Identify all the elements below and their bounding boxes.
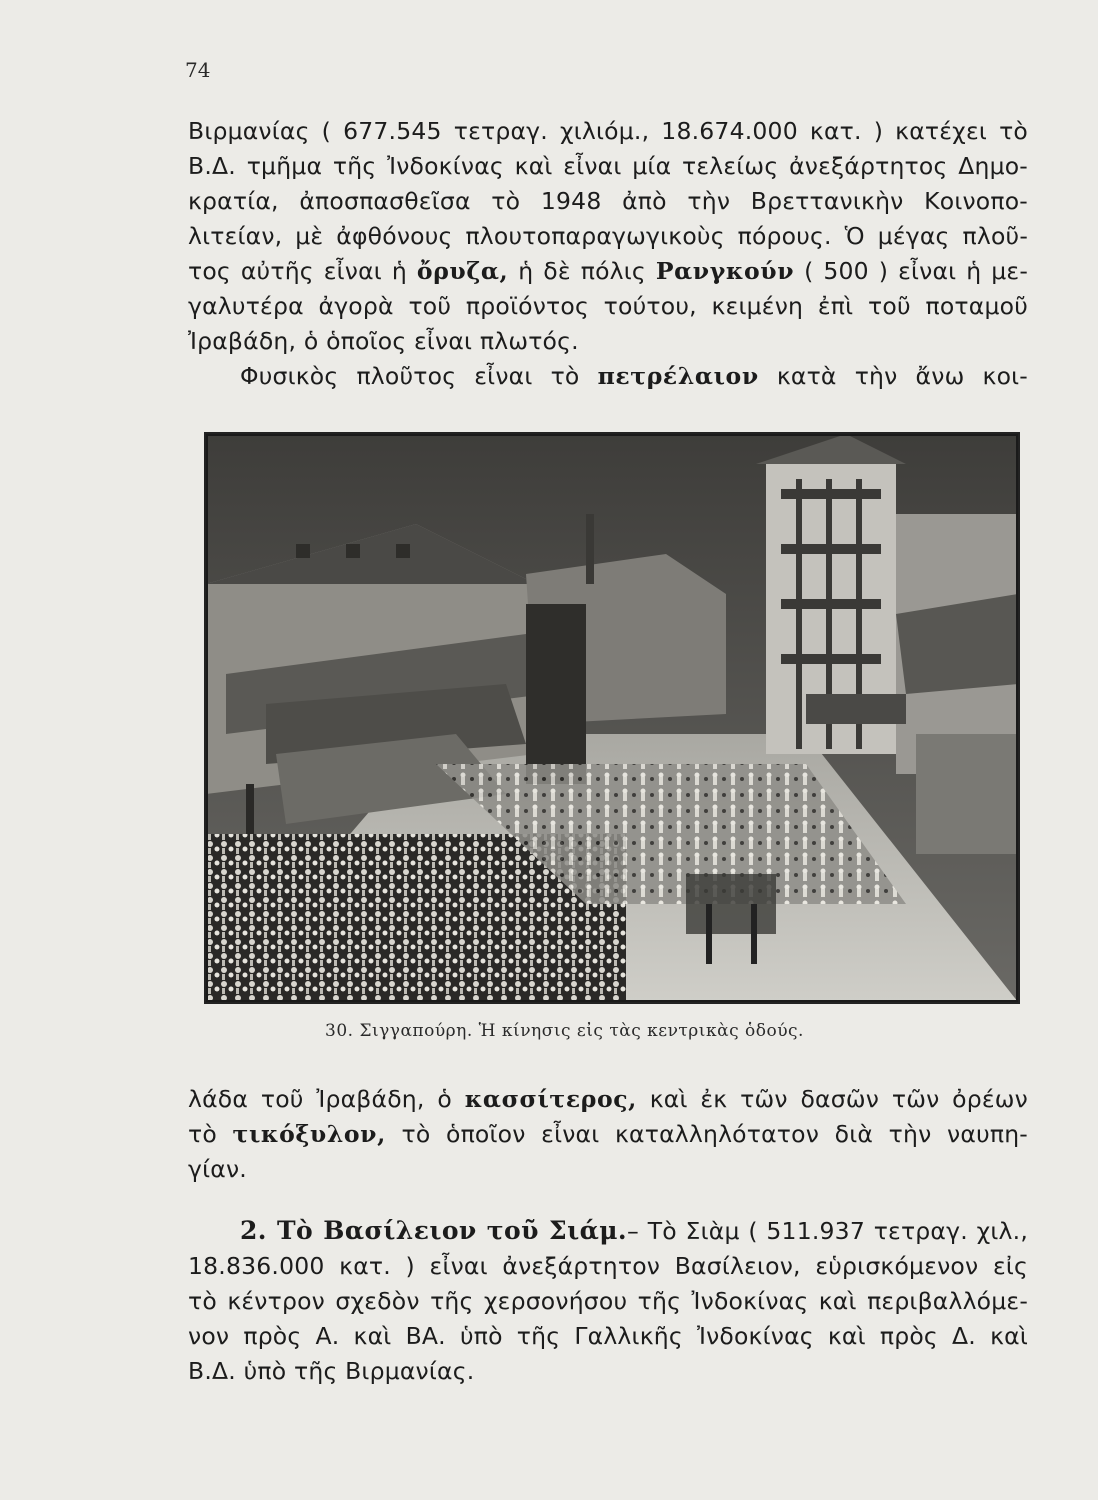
text-line: τὸ κέντρον σχεδὸν τῆς χερσονήσου τῆς Ἰνδοκίνας καὶ περιβαλλόμε- (188, 1287, 1028, 1315)
figure-caption: 30. Σιγγαπούρη. Ἡ κίνησις εἰς τὰς κεντρικὰς ὁδούς. (325, 1021, 804, 1041)
section-siam (188, 1213, 1028, 1389)
bold-term-teak: τικόξυλον, (232, 1120, 386, 1148)
text-segment: ( 500 ) εἶναι ἡ με- (794, 257, 1029, 285)
text-line (188, 1082, 1028, 1117)
text-line: γαλυτέρα ἀγορὰ τοῦ προϊόντος τούτου, κειμένη ἐπὶ τοῦ ποταμοῦ (188, 292, 1028, 320)
photo-illustration (206, 434, 1018, 1002)
text-line: 18.836.000 κατ. ) εἶναι ἀνεξάρτητον Βασίλειον, εὑρισκόμενον εἰς (188, 1252, 1028, 1280)
bold-term-rangoon: Ρανγκούν (655, 257, 795, 285)
text-line: Β.Δ. τμῆμα τῆς Ἰνδοκίνας καὶ εἶναι μία τελείως ἀνεξάρτητος Δημο- (188, 152, 1028, 180)
text-line (188, 254, 1028, 289)
text-line (188, 359, 1028, 394)
text-line (188, 1117, 1028, 1152)
text-segment: τος αὐτῆς εἶναι ἡ (188, 257, 417, 285)
bold-term-tin: κασσίτερος, (464, 1085, 637, 1113)
text-line: Ἰραβάδη, ὁ ὁποῖος εἶναι πλωτός. (188, 327, 579, 355)
text-segment: – Τὸ Σιὰμ ( 511.937 τετραγ. χιλ., (627, 1217, 1028, 1245)
text-segment: τὸ ὁποῖον εἶναι καταλληλότατον διὰ τὴν ναυπη- (385, 1120, 1028, 1148)
text-segment: Φυσικὸς πλοῦτος εἶναι τὸ (240, 362, 598, 390)
bold-term-rice: ὄρυζα, (416, 257, 509, 285)
bold-term-petroleum: πετρέλαιον (597, 362, 759, 390)
street-photograph (204, 432, 1020, 1004)
text-segment: κατὰ τὴν ἄνω κοι- (758, 362, 1028, 390)
text-line: Βιρμανίας ( 677.545 τετραγ. χιλιόμ., 18.674.000 κατ. ) κατέχει τὸ (188, 117, 1028, 145)
text-segment: ἡ δὲ πόλις (508, 257, 656, 285)
text-line: Β.Δ. ὑπὸ τῆς Βιρμανίας. (188, 1357, 475, 1385)
text-line (188, 1213, 1028, 1249)
section-heading: 2. Τὸ Βασίλειον τοῦ Σιάμ. (240, 1216, 628, 1245)
paragraph-irrawaddy (188, 1082, 1028, 1187)
text-segment: λάδα τοῦ Ἰραβάδη, ὁ (188, 1085, 465, 1113)
text-line: νον πρὸς Α. καὶ ΒΑ. ὑπὸ τῆς Γαλλικῆς Ἰνδοκίνας καὶ πρὸς Δ. καὶ (188, 1322, 1028, 1350)
text-line: λιτείαν, μὲ ἀφθόνους πλουτοπαραγωγικοὺς πόρους. Ὁ μέγας πλοῦ- (188, 222, 1028, 250)
text-line: γίαν. (188, 1155, 247, 1183)
text-line: κρατία, ἀποσπασθεῖσα τὸ 1948 ἀπὸ τὴν Βρεττανικὴν Κοινοπο- (188, 187, 1028, 215)
text-segment: καὶ ἐκ τῶν δασῶν τῶν ὀρέων (636, 1085, 1028, 1113)
paragraph-burma (188, 114, 1028, 394)
page-number: 74 (185, 58, 211, 82)
text-segment: τὸ (188, 1120, 233, 1148)
